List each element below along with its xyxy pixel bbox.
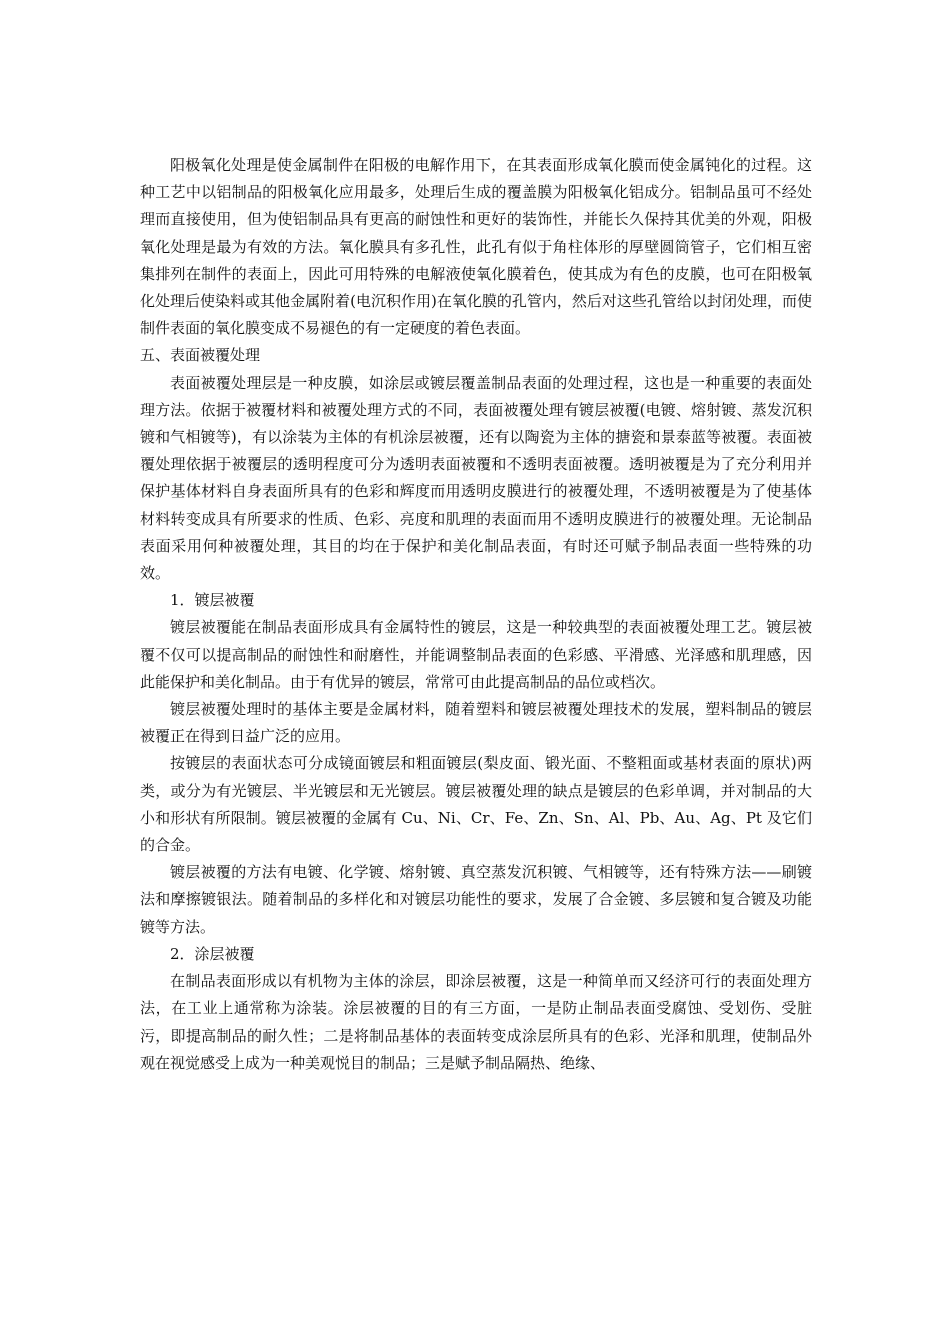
paragraph-plating-substrate: 镀层被覆处理时的基体主要是金属材料，随着塑料和镀层被覆处理技术的发展，塑料制品的镀层被覆正在得到日益广泛的应用。 (140, 700, 812, 746)
subsection-heading-plating: 1．镀层被覆 (170, 591, 255, 610)
paragraph-coating-intro: 在制品表面形成以有机物为主体的涂层，即涂层被覆，这是一种简单而又经济可行的表面处理方法，在工业上通常称为涂装。涂层被覆的目的有三方面，一是防止制品表面受腐蚀、受划伤、受脏污，即提高制品的耐久性；二是将制品基体的表面转变成涂层所具有的色彩、光泽和肌理，使制品外观在视觉感受上成为一种美观悦目的制品；三是赋予制品隔热、绝缘、 (140, 972, 812, 1072)
subsection-heading-coating: 2．涂层被覆 (170, 944, 255, 963)
paragraph-surface-coating-intro: 表面被覆处理层是一种皮膜，如涂层或镀层覆盖制品表面的处理过程，这也是一种重要的表面处理方法。依据于被覆材料和被覆处理方式的不同，表面被覆处理有镀层被覆(电镀、熔射镀、蒸发沉积镀和气相镀等)，有以涂装为主体的有机涂层被覆，还有以陶瓷为主体的搪瓷和景泰蓝等被覆。表面被覆处理依据于被覆层的透明程度可分为透明表面被覆和不透明表面被覆。透明被覆是为了充分利用并保护基体材料自身表面所具有的色彩和辉度而用透明皮膜进行的被覆处理，不透明被覆是为了使基体材料转变成具有所要求的性质、色彩、亮度和肌理的表面而用不透明皮膜进行的被覆处理。无论制品表面采用何种被覆处理，其目的均在于保护和美化制品表面，有时还可赋予制品表面一些特殊的功效。 (140, 373, 812, 583)
paragraph-anodizing: 阳极氧化处理是使金属制件在阳极的电解作用下，在其表面形成氧化膜而使金属钝化的过程。这种工艺中以铝制品的阳极氧化应用最多，处理后生成的覆盖膜为阳极氧化铝成分。铝制品虽可不经处理而直接使用，但为使铝制品具有更高的耐蚀性和更好的装饰性，并能长久保持其优美的外观，阳极氧化处理是最为有效的方法。氧化膜具有多孔性，此孔有似于角柱体形的厚壁圆筒管子，它们相互密集排列在制件的表面上，因此可用特殊的电解液使氧化膜着色，使其成为有色的皮膜，也可在阳极氧化处理后使染料或其他金属附着(电沉积作用)在氧化膜的孔管内，然后对这些孔管给以封闭处理，而使制件表面的氧化膜变成不易褪色的有一定硬度的着色表面。 (140, 156, 812, 338)
paragraph-plating-intro: 镀层被覆能在制品表面形成具有金属特性的镀层，这是一种较典型的表面被覆处理工艺。镀层被覆不仅可以提高制品的耐蚀性和耐磨性，并能调整制品表面的色彩感、平滑感、光泽感和肌理感，因此能保护和美化制品。由于有优异的镀层，常常可由此提高制品的品位或档次。 (140, 618, 812, 691)
document-page (140, 152, 812, 1077)
paragraph-plating-methods: 镀层被覆的方法有电镀、化学镀、熔射镀、真空蒸发沉积镀、气相镀等，还有特殊方法——刷镀法和摩擦镀银法。随着制品的多样化和对镀层功能性的要求，发展了合金镀、多层镀和复合镀及功能镀等方法。 (140, 863, 812, 936)
paragraph-plating-types: 按镀层的表面状态可分成镜面镀层和粗面镀层(梨皮面、锻光面、不整粗面或基材表面的原状)两类，或分为有光镀层、半光镀层和无光镀层。镀层被覆处理的缺点是镀层的色彩单调，并对制品的大小和形状有所限制。镀层被覆的金属有 Cu、Ni、Cr、Fe、Zn、Sn、Al、Pb、Au、Ag、Pt 及它们的合金。 (140, 754, 812, 855)
section-heading-surface-coating: 五、表面被覆处理 (140, 346, 261, 365)
